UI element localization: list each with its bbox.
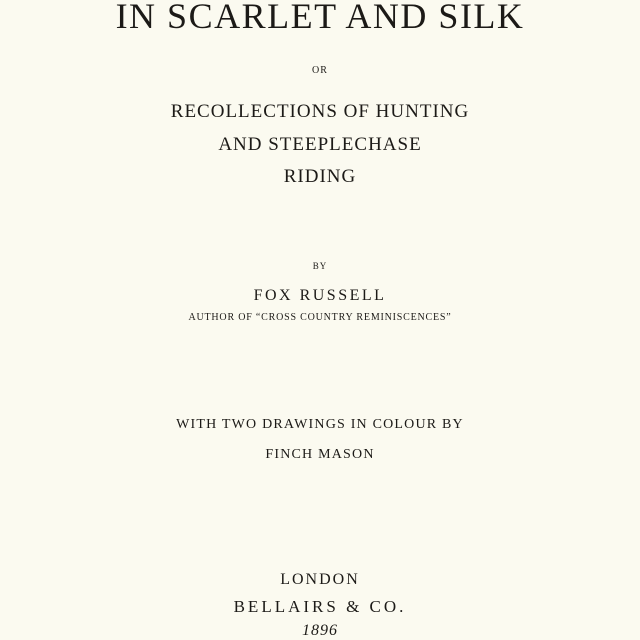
title-conjunction: OR (312, 65, 328, 76)
publisher-name: BELLAIRS & CO. (233, 597, 407, 616)
subtitle-line-2: AND STEEPLECHASE (218, 134, 422, 155)
book-title: IN SCARLET AND SILK (115, 0, 525, 36)
subtitle-line-1: RECOLLECTIONS OF HUNTING (170, 101, 470, 122)
illustrator-name: FINCH MASON (265, 447, 375, 462)
author-previous-work: AUTHOR OF “CROSS COUNTRY REMINISCENCES” (188, 312, 452, 323)
author-name: FOX RUSSELL (253, 287, 387, 304)
publication-year: 1896 (302, 622, 338, 639)
illustrations-credit-line-1: WITH TWO DRAWINGS IN COLOUR BY (176, 417, 464, 432)
subtitle-line-3: RIDING (283, 166, 357, 187)
byline: BY (312, 261, 328, 271)
publication-place: LONDON (280, 571, 360, 588)
